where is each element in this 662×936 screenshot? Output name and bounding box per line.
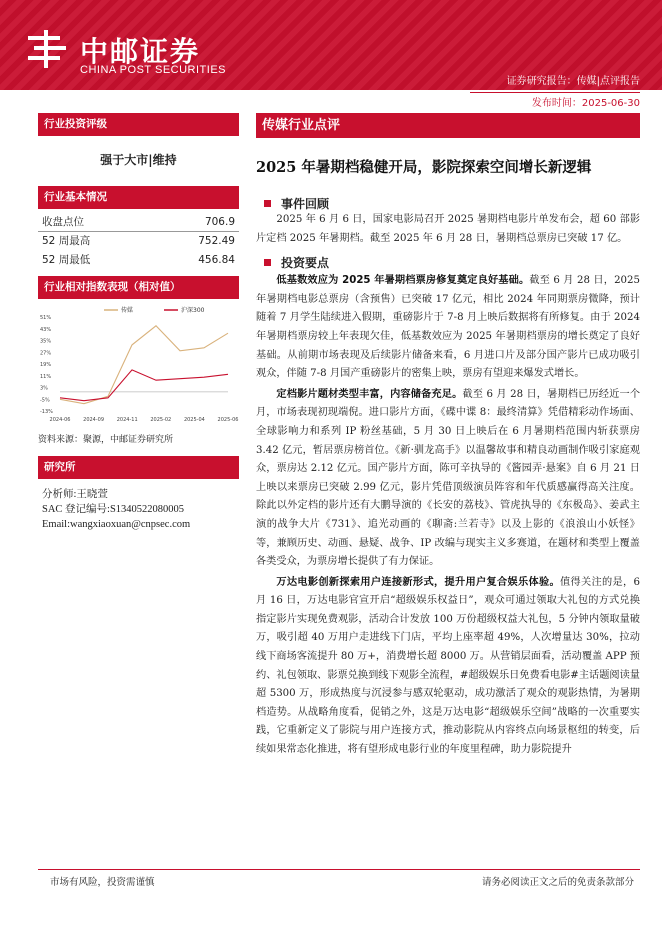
x-tick-label: 2025-04 bbox=[183, 417, 205, 423]
main-content bbox=[256, 113, 640, 760]
analyst-email[interactable]: Email:wangxiaoxuan@cnpsec.com bbox=[42, 519, 191, 530]
x-tick-label: 2024-09 bbox=[83, 417, 105, 423]
china-post-logo-icon bbox=[24, 26, 70, 72]
basic-row-high bbox=[38, 232, 239, 251]
point-2-lead: 定档影片题材类型丰富，内容储备充足。 bbox=[276, 388, 463, 400]
y-tick-label: 19% bbox=[40, 362, 52, 368]
point-paragraph-2 bbox=[256, 386, 640, 572]
publish-row bbox=[0, 92, 662, 109]
investment-rating: 强于大市|维持 bbox=[100, 153, 177, 167]
basic-row-label: 52 周最高 bbox=[42, 235, 91, 247]
y-tick-label: -13% bbox=[40, 409, 53, 415]
point-1-lead: 低基数效应为 2025 年暑期档票房修复奠定良好基础。 bbox=[276, 275, 530, 287]
brand-name-en: CHINA POST SECURITIES bbox=[80, 64, 226, 76]
x-tick-label: 2025-06 bbox=[217, 417, 239, 423]
event-paragraph: 2025 年 6 月 6 日，国家电影局召开 2025 暑期档电影片单发布会，超 60 部影片定档 2025 年暑期档。截至 2025 年 6 月 28 日，暑期档总票房已突破 17 亿。 bbox=[256, 214, 640, 244]
basic-info-section-header: 行业基本情况 bbox=[38, 186, 239, 209]
footer-risk-note: 市场有风险，投资需谨慎 bbox=[50, 877, 155, 888]
chart-svg bbox=[38, 303, 239, 428]
basic-row-value: 456.84 bbox=[198, 254, 235, 266]
point-paragraph-1 bbox=[256, 272, 640, 384]
basic-row-close bbox=[38, 213, 239, 232]
section-event bbox=[256, 195, 640, 211]
header-banner bbox=[0, 0, 662, 90]
y-tick-label: 3% bbox=[40, 385, 48, 392]
x-tick-label: 2024-11 bbox=[116, 417, 138, 423]
series-line-1 bbox=[60, 370, 228, 401]
y-tick-label: 43% bbox=[40, 326, 52, 333]
rating-section-header: 行业投资评级 bbox=[38, 113, 239, 136]
point-3-lead: 万达电影创新探索用户连接新形式，提升用户复合娱乐体验。 bbox=[276, 576, 560, 588]
legend-label-1: 沪深300 bbox=[181, 307, 205, 314]
relative-performance-chart bbox=[38, 303, 239, 428]
point-3-body: 值得关注的是，6 月 16 日，万达电影官宣开启“超级娱乐权益日”，观众可通过领取大礼包的方式兑换指定影片实现免费观影，活动合计发放 100 万份超级权益大礼包，5 分钟内领取量破万，吸引超 40 万用户走进线下门店，平均上座率超 49%，人次增量达 30%，拉动线下商场客流提升 80 万+，消费增长超 8000 万。从营销层面看，活动覆盖 APP 预约、礼包领取、影票兑换到线下观影全流程，#超级娱乐日免费看电影#主话题阅读量超 5300 万，形成热度与沉浸参与感双轮驱动，成功激活了观众的观影热情，为暑期档造势。从战略角度看，促销之外，这是万达电影“超级娱乐空间”战略的一次重要实践，它重新定义了影院与用户连接方式，推动影院从内容终点向场景枢纽的转变，后续如果常态化推进，将有望形成电影行业的年度里程碑，助力影院提升 bbox=[256, 576, 641, 756]
category-header: 传媒行业点评 bbox=[256, 113, 640, 138]
bullet-square-icon bbox=[264, 200, 271, 207]
point-paragraph-3 bbox=[256, 574, 640, 760]
basic-row-label: 收盘点位 bbox=[42, 216, 84, 228]
report-title: 2025 年暑期档稳健开局，影院探索空间增长新逻辑 bbox=[256, 159, 592, 176]
basic-row-label: 52 周最低 bbox=[42, 254, 91, 266]
y-tick-label: 11% bbox=[40, 373, 52, 380]
y-tick-label: 27% bbox=[40, 350, 52, 357]
brand-name-cn: 中邮证券 bbox=[80, 35, 201, 68]
analyst-info bbox=[38, 487, 239, 532]
point-2-body: 截至 6 月 28 日，暑期档已历经近一个月，市场表现初现端倪。进口影片方面，《碟中谍 8：最终清算》凭借精彩动作场面、全球影响力和系列 IP 粉丝基础，5 月 30 日上映后在 6 月暑期档范围内斩获票房 3.42 亿元，暂居票房榜首位。《新·驯龙高手》以温馨故事和精良动画制作吸引家庭观众，票房达 2.12 亿元。国产影片方面，陈可辛执导的《酱园弄·悬案》自 6 月 21 日上映以来票房已突破 2.99 亿元，影片凭借顶级演员阵容和年代质感赢得高关注度。除此以外定档的影片还有大鹏导演的《长安的荔枝》、管虎执导的《东极岛》、姜武主演的战争大片《731》、追光动画的《聊斋:兰若寺》以及上影的《浪浪山小妖怪》等，兼顾历史、动画、悬疑、战争、IP 改编与现实主义多赛道，在题材和类型上覆盖各类受众，为票房增长提供了有力保证。 bbox=[256, 388, 641, 568]
sidebar bbox=[38, 113, 239, 532]
y-tick-label: -5% bbox=[40, 397, 50, 404]
basic-row-low bbox=[38, 251, 239, 270]
performance-section-header: 行业相对指数表现（相对值） bbox=[38, 276, 239, 299]
analyst-name: 分析师:王晓萱 bbox=[42, 489, 108, 500]
basic-row-value: 752.49 bbox=[198, 235, 235, 247]
analyst-sac: SAC 登记编号:S1340522080005 bbox=[42, 504, 185, 515]
y-tick-label: 51% bbox=[40, 315, 52, 321]
report-type: 证券研究报告：传媒|点评报告 bbox=[506, 76, 640, 87]
x-tick-label: 2025-02 bbox=[150, 417, 172, 423]
publish-date: 发布时间：2025-06-30 bbox=[531, 98, 640, 109]
legend-label-0: 传媒 bbox=[121, 307, 134, 314]
chart-source: 资料来源：聚源，中邮证券研究所 bbox=[38, 435, 174, 445]
y-tick-label: 35% bbox=[40, 338, 52, 345]
publish-divider bbox=[470, 92, 640, 93]
footer-divider bbox=[38, 869, 640, 870]
basic-row-value: 706.9 bbox=[204, 216, 235, 228]
x-tick-label: 2024-06 bbox=[49, 417, 71, 423]
point-1-body: 截至 6 月 28 日，2025 年暑期档电影总票房（含预售）已突破 17 亿元，相比 2024 年同期票房微降，预计随着 7 月学生陆续进入假期，重磅影片于 7-8 月上映后数据将有所修复。由于 2024 年暑期档票房较上年表现欠佳，低基数效应为 2025 年暑期档票房的增长奠定了良好基础。从前期市场表现及后续影片储备来看，6 月进口片及部分国产影片已成功吸引观众，伴随 7-8 月国产重磅影片的密集上映，票房有望迎来爆发式增长。 bbox=[256, 275, 640, 380]
footer-disclaimer: 请务必阅读正文之后的免责条款部分 bbox=[481, 877, 634, 888]
section-points-title: 投资要点 bbox=[281, 255, 330, 270]
research-section-header: 研究所 bbox=[38, 456, 239, 479]
section-event-title: 事件回顾 bbox=[281, 196, 330, 211]
bullet-square-icon bbox=[264, 259, 271, 266]
section-points bbox=[256, 254, 640, 270]
